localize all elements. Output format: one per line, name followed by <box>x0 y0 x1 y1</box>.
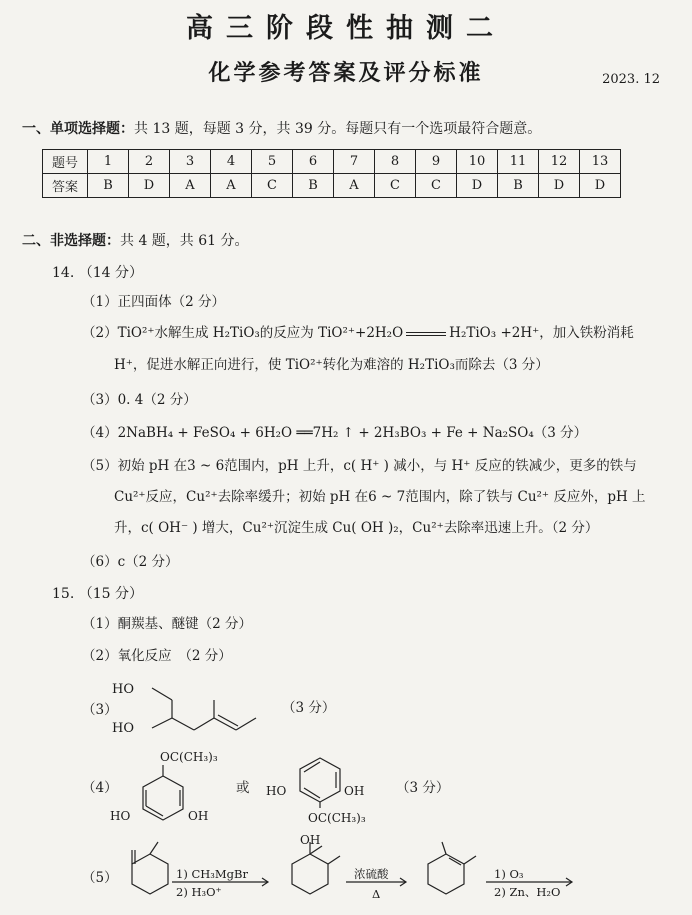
ether-label: OC(CH₃)₃ <box>160 750 218 764</box>
question-number: 13 <box>580 150 621 174</box>
answer-cell: B <box>293 174 334 198</box>
q14-answer-6: （6）c（2 分） <box>82 554 179 570</box>
question-number: 1 <box>88 150 129 174</box>
answer-cell: A <box>170 174 211 198</box>
answer-cell: D <box>539 174 580 198</box>
answer-cell: D <box>580 174 621 198</box>
section1-heading: 一、单项选择题： <box>22 121 134 137</box>
q14-answer-1: （1）正四面体（2 分） <box>82 294 225 310</box>
answer-cell: C <box>375 174 416 198</box>
answer-cell: C <box>252 174 293 198</box>
question-number: 6 <box>293 150 334 174</box>
hydroxyl-label: OH <box>188 809 209 823</box>
q14-answer-5-line1: （5）初始 pH 在3 ~ 6范围内，pH 上升，c( H⁺ ) 减小，与 H⁺ 反应的铁减少，更多的铁与 <box>82 458 637 474</box>
page-title: 高三阶段性抽测二 <box>186 13 506 44</box>
question-number: 8 <box>375 150 416 174</box>
q14-header: 14. （14 分） <box>52 265 143 281</box>
question-number: 12 <box>539 150 580 174</box>
q15-answer-5-route <box>110 832 590 915</box>
q14-answer-2 <box>82 323 634 343</box>
step1-reagent-top: 1) CH₃MgBr <box>176 867 248 881</box>
hydroxyl-label: HO <box>112 721 134 736</box>
row-label-number: 题号 <box>43 150 88 174</box>
question-number: 7 <box>334 150 375 174</box>
row-label-answer: 答案 <box>43 174 88 198</box>
question-number: 9 <box>416 150 457 174</box>
q15-answer-1: （1）酮羰基、醚键（2 分） <box>82 616 252 632</box>
section2-title <box>22 230 249 250</box>
equilibrium-arrow-icon <box>406 329 446 339</box>
section2-desc: 共 4 题，共 61 分。 <box>120 233 249 249</box>
step3-reagent-bottom: 2) Zn、H₂O <box>494 885 561 899</box>
q15-header: 15. （15 分） <box>52 586 143 602</box>
step1-reagent-bottom: 2) H₃O⁺ <box>176 885 222 899</box>
answer-cell: A <box>211 174 252 198</box>
q15-answer-3-structure <box>110 674 270 744</box>
q15-answer-2: （2）氧化反应 （2 分） <box>82 648 232 664</box>
q15-answer-4-structure-b <box>262 750 392 826</box>
answer-cell: D <box>129 174 170 198</box>
answer-cell: D <box>457 174 498 198</box>
question-number: 4 <box>211 150 252 174</box>
q15-answer-5-number: （5） <box>82 870 118 886</box>
section2-heading: 二、非选择题： <box>22 233 120 249</box>
q15-answer-3-number: （3） <box>82 702 118 718</box>
q14-answer-5-line2: Cu²⁺反应，Cu²⁺去除率缓升；初始 pH 在6 ~ 7范围内，除了铁与 Cu²⁺ 反应外，pH 上 <box>114 489 646 505</box>
section1-title <box>22 118 541 138</box>
hydroxyl-label: OH <box>344 784 365 798</box>
answer-table <box>42 149 621 198</box>
step3-reagent-top: 1) O₃ <box>494 867 524 881</box>
step2-reagent-bottom: Δ <box>372 887 381 901</box>
step2-reagent-top: 浓硫酸 <box>354 867 389 881</box>
q15-answer-4-or: 或 <box>236 780 250 796</box>
answer-table-answer-row <box>43 174 621 198</box>
answer-cell: C <box>416 174 457 198</box>
q14-answer-4: （4）2NaBH₄ + FeSO₄ + 6H₂O ══7H₂ ↑ + 2H₃BO₃ + Fe + Na₂SO₄（3 分） <box>82 425 588 441</box>
question-number: 11 <box>498 150 539 174</box>
answer-table-number-row <box>43 150 621 174</box>
q14-answer-2-line2: H⁺，促进水解正向进行，使 TiO²⁺转化为难溶的 H₂TiO₃而除去（3 分） <box>114 357 549 373</box>
q15-answer-4-number: （4） <box>82 780 118 796</box>
question-number: 2 <box>129 150 170 174</box>
q15-answer-3-score: （3 分） <box>282 700 336 716</box>
q14-answer-2-pre: （2）TiO²⁺水解生成 H₂TiO₃的反应为 TiO²⁺+2H₂O <box>82 325 404 341</box>
page-subtitle: 化学参考答案及评分标准 <box>208 60 484 86</box>
q14-answer-2-post: H₂TiO₃ +2H⁺，加入铁粉消耗 <box>449 325 634 341</box>
ether-label: OC(CH₃)₃ <box>308 811 366 825</box>
date-label: 2023. 12 <box>602 72 660 87</box>
question-number: 5 <box>252 150 293 174</box>
q15-answer-4-structure-a <box>108 748 228 828</box>
answer-cell: B <box>88 174 129 198</box>
answer-cell: A <box>334 174 375 198</box>
question-number: 3 <box>170 150 211 174</box>
hydroxyl-label: OH <box>300 833 321 847</box>
q14-answer-5-line3: 升，c( OH⁻ ) 增大，Cu²⁺沉淀生成 Cu( OH )₂，Cu²⁺去除率迅速上升。（2 分） <box>114 520 599 536</box>
section1-desc: 共 13 题，每题 3 分，共 39 分。每题只有一个选项最符合题意。 <box>134 121 542 137</box>
hydroxyl-label: HO <box>110 809 131 823</box>
hydroxyl-label: HO <box>266 784 287 798</box>
answer-cell: B <box>498 174 539 198</box>
q14-answer-3: （3）0. 4（2 分） <box>82 392 197 408</box>
q15-answer-4-score: （3 分） <box>396 780 450 796</box>
question-number: 10 <box>457 150 498 174</box>
hydroxyl-label: HO <box>112 682 134 697</box>
